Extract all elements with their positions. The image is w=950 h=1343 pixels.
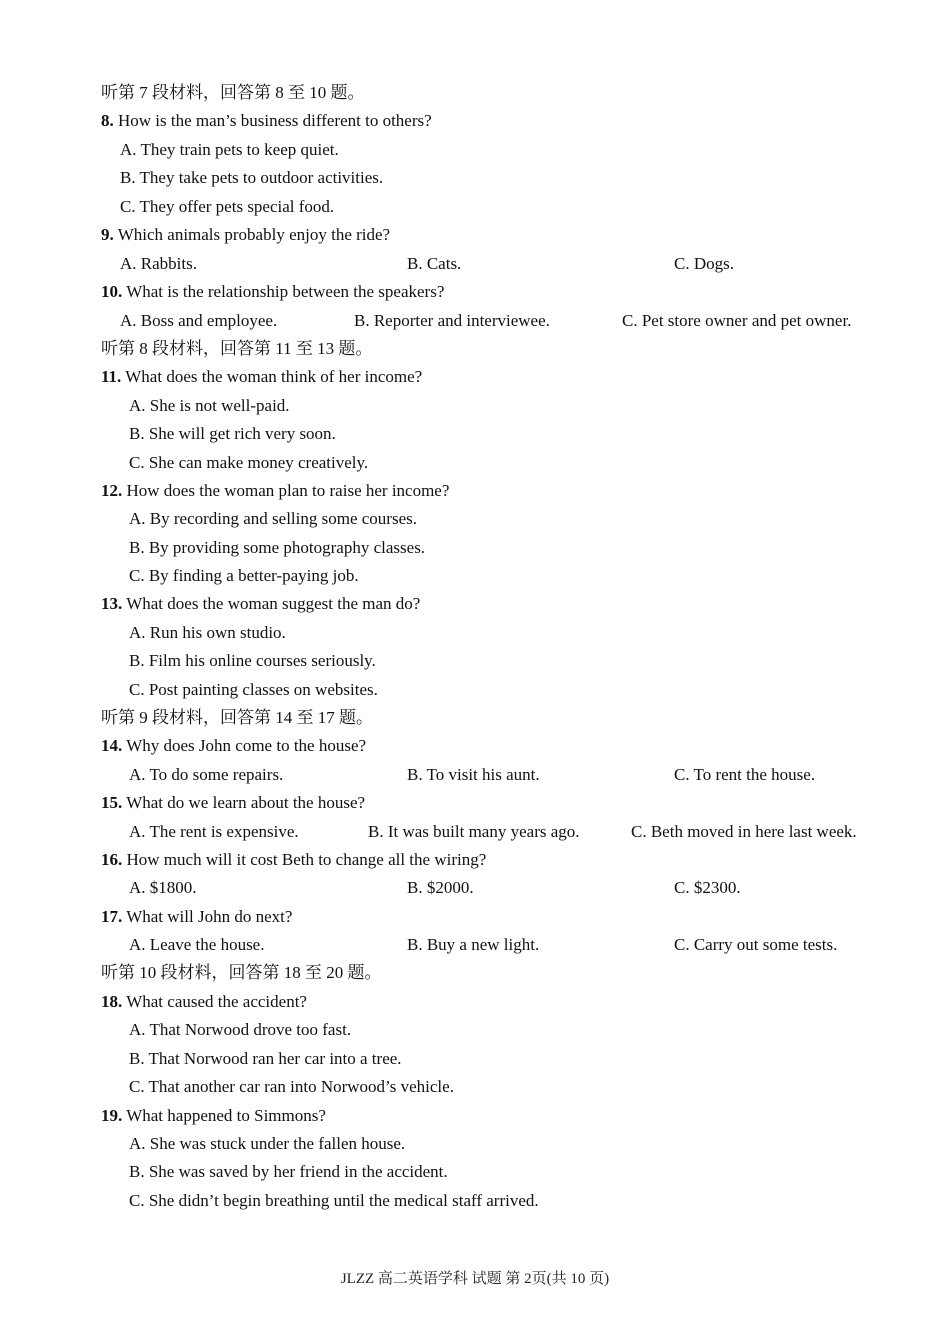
question-18: [101, 991, 307, 1013]
question-11: [101, 366, 422, 388]
option-b: B. Buy a new light.: [407, 935, 540, 954]
question-14: [101, 735, 366, 757]
question-19: [101, 1105, 326, 1127]
option-a: A. To do some repairs.: [129, 765, 284, 784]
question-number: 18.: [101, 992, 123, 1011]
question-17: [101, 906, 292, 928]
option-c: C. They offer pets special food.: [120, 197, 335, 216]
question-text: What does the woman suggest the man do?: [126, 594, 421, 613]
option-c: C. To rent the house.: [674, 765, 816, 784]
option-a: A. The rent is expensive.: [129, 822, 299, 841]
option-c: C. She can make money creatively.: [129, 453, 369, 472]
option-a: A. Rabbits.: [120, 254, 197, 273]
question-number: 14.: [101, 736, 123, 755]
question-number: 9.: [101, 225, 114, 244]
option-b: B. Film his online courses seriously.: [129, 651, 376, 670]
option-a: A. Boss and employee.: [120, 311, 278, 330]
option-b: B. Reporter and interviewee.: [354, 311, 550, 330]
question-number: 10.: [101, 282, 123, 301]
section-heading: 听第 9 段材料，回答第 14 至 17 题。: [101, 708, 373, 727]
question-number: 13.: [101, 594, 123, 613]
question-number: 11.: [101, 367, 122, 386]
question-9: [101, 224, 390, 246]
question-text: How is the man’s business different to others?: [118, 111, 432, 130]
question-15: [101, 792, 365, 814]
option-c: C. Post painting classes on websites.: [129, 680, 378, 699]
section-heading: 听第 7 段材料，回答第 8 至 10 题。: [101, 83, 365, 102]
question-text: Why does John come to the house?: [126, 736, 367, 755]
option-a: A. She is not well-paid.: [129, 396, 290, 415]
option-c: C. That another car ran into Norwood’s vehicle.: [129, 1077, 454, 1096]
option-a: A. They train pets to keep quiet.: [120, 140, 339, 159]
question-text: How much will it cost Beth to change all the wiring?: [126, 850, 487, 869]
question-text: What is the relationship between the speakers?: [126, 282, 445, 301]
option-c: C. By finding a better-paying job.: [129, 566, 359, 585]
question-number: 16.: [101, 850, 123, 869]
question-text: What caused the accident?: [126, 992, 307, 1011]
question-text: What happened to Simmons?: [126, 1106, 326, 1125]
option-c: C. She didn’t begin breathing until the medical staff arrived.: [129, 1191, 539, 1210]
question-text: What does the woman think of her income?: [125, 367, 423, 386]
option-c: C. Beth moved in here last week.: [631, 822, 857, 841]
option-b: B. That Norwood ran her car into a tree.: [129, 1049, 402, 1068]
question-12: [101, 480, 449, 502]
question-8: [101, 110, 432, 132]
question-number: 8.: [101, 111, 114, 130]
question-number: 19.: [101, 1106, 123, 1125]
option-b: B. Cats.: [407, 254, 462, 273]
section-heading: 听第 10 段材料，回答第 18 至 20 题。: [101, 963, 382, 982]
option-b: B. She will get rich very soon.: [129, 424, 336, 443]
option-a: A. Run his own studio.: [129, 623, 286, 642]
option-a: A. She was stuck under the fallen house.: [129, 1134, 406, 1153]
question-text: How does the woman plan to raise her income?: [126, 481, 450, 500]
option-c: C. Carry out some tests.: [674, 935, 838, 954]
option-c: C. Pet store owner and pet owner.: [622, 311, 852, 330]
question-text: What will John do next?: [126, 907, 293, 926]
option-b: B. $2000.: [407, 878, 474, 897]
question-text: What do we learn about the house?: [126, 793, 366, 812]
question-16: [101, 849, 486, 871]
option-a: A. That Norwood drove too fast.: [129, 1020, 352, 1039]
question-text: Which animals probably enjoy the ride?: [117, 225, 391, 244]
option-b: B. She was saved by her friend in the accident.: [129, 1162, 448, 1181]
option-b: B. They take pets to outdoor activities.: [120, 168, 384, 187]
option-a: A. $1800.: [129, 878, 197, 897]
option-c: C. $2300.: [674, 878, 741, 897]
question-10: [101, 281, 444, 303]
option-c: C. Dogs.: [674, 254, 734, 273]
page-footer: JLZZ 高二英语学科 试题 第 2页(共 10 页): [340, 1271, 610, 1287]
question-number: 15.: [101, 793, 123, 812]
question-number: 12.: [101, 481, 123, 500]
option-a: A. Leave the house.: [129, 935, 265, 954]
option-b: B. It was built many years ago.: [368, 822, 580, 841]
option-b: B. By providing some photography classes.: [129, 538, 426, 557]
question-13: [101, 593, 420, 615]
option-b: B. To visit his aunt.: [407, 765, 540, 784]
option-a: A. By recording and selling some courses.: [129, 509, 417, 528]
section-heading: 听第 8 段材料，回答第 11 至 13 题。: [101, 339, 373, 358]
question-number: 17.: [101, 907, 123, 926]
